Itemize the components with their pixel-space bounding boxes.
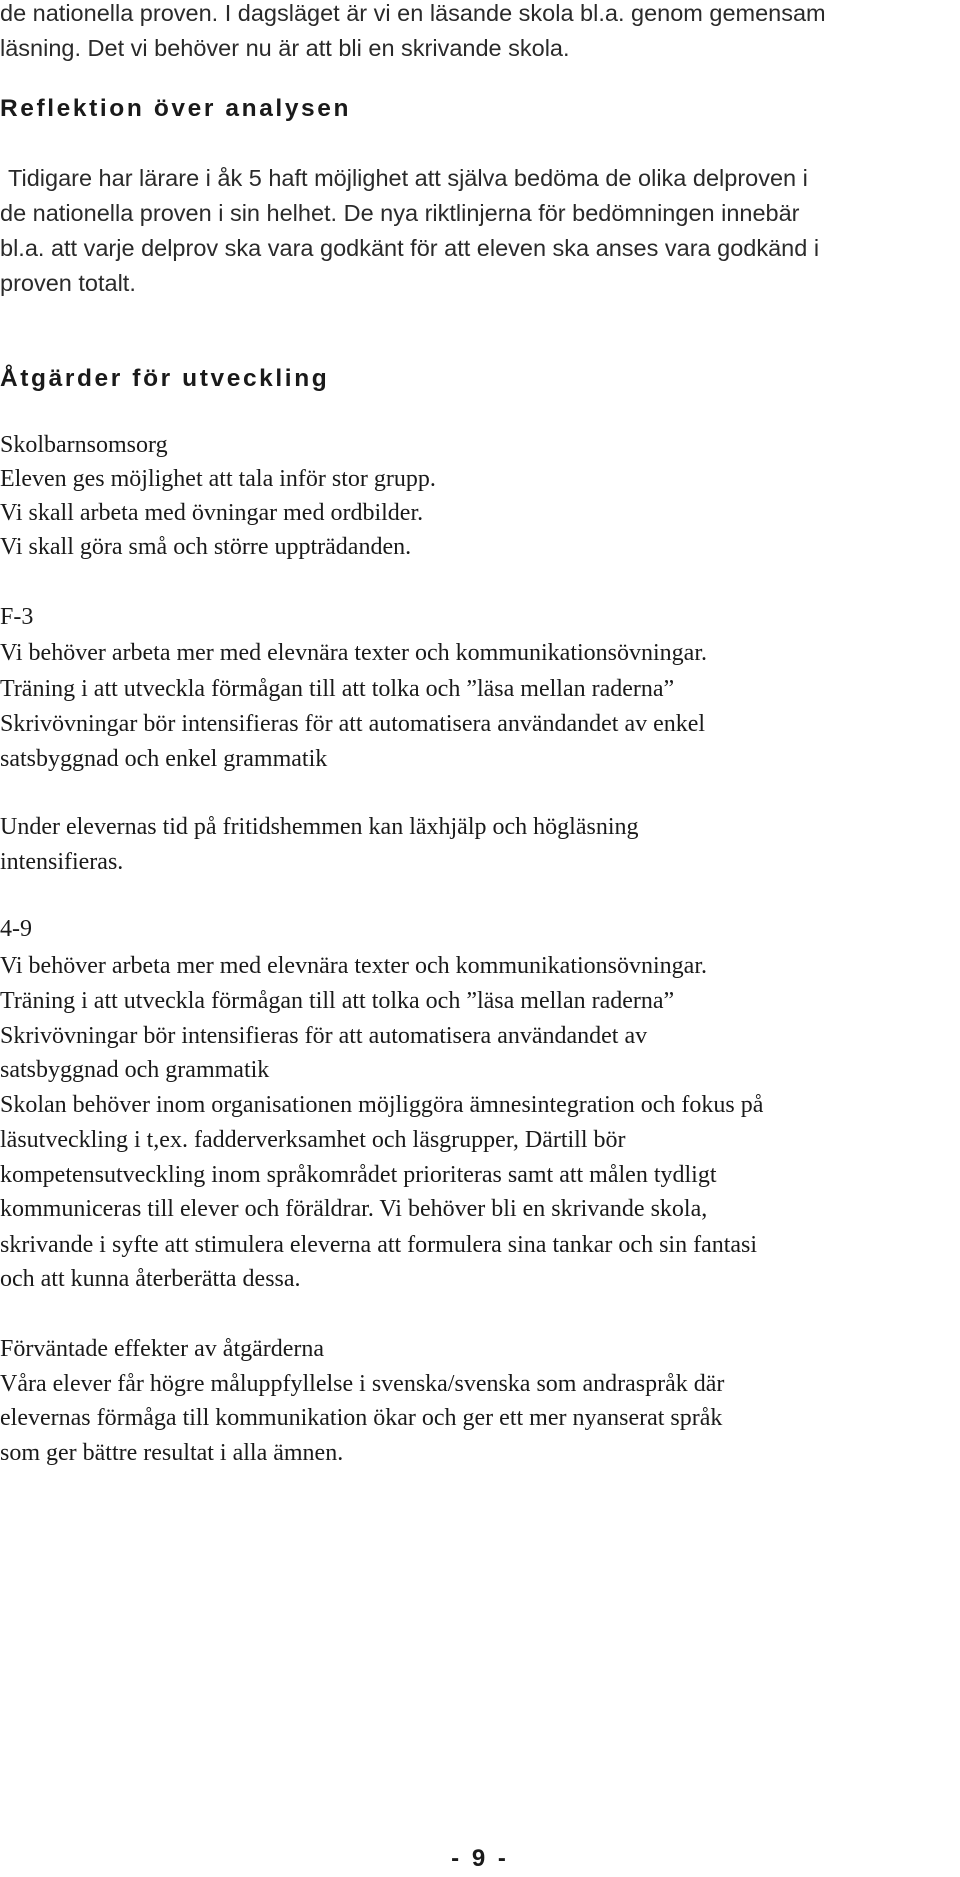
g49-line-6: läsutveckling i t,ex. fadderverksamhet och läsgrupper, Därtill bör: [0, 1127, 626, 1153]
g49-line-3: Skrivövningar bör intensifieras för att automatisera användandet av: [0, 1023, 648, 1049]
f3-line-2: Träning i att utveckla förmågan till att tolka och ”läsa mellan raderna”: [0, 676, 675, 702]
reflection-line-1: Tidigare har lärare i åk 5 haft möjlighet att själva bedöma de olika delproven i: [8, 165, 808, 191]
measures-heading: Åtgärder för utveckling: [0, 365, 330, 392]
f3-line-4: satsbyggnad och enkel grammatik: [0, 746, 328, 772]
reflection-line-2: de nationella proven i sin helhet. De nya riktlinjerna för bedömningen innebär: [0, 200, 800, 226]
school-care-line-3: Vi skall göra små och större uppträdanden.: [0, 534, 412, 560]
g49-line-7: kompetensutveckling inom språkområdet prioriteras samt att målen tydligt: [0, 1162, 717, 1188]
effects-line-1: Våra elever får högre måluppfyllelse i svenska/svenska som andraspråk där: [0, 1371, 725, 1397]
f3-title: F-3: [0, 604, 34, 630]
school-care-line-2: Vi skall arbeta med övningar med ordbilder.: [0, 500, 424, 526]
effects-line-3: som ger bättre resultat i alla ämnen.: [0, 1440, 344, 1466]
f3-line-1: Vi behöver arbeta mer med elevnära texter och kommunikationsövningar.: [0, 640, 707, 666]
f3-line-3: Skrivövningar bör intensifieras för att automatisera användandet av enkel: [0, 711, 706, 737]
page-number: - 9 -: [451, 1845, 509, 1872]
g49-line-2: Träning i att utveckla förmågan till att tolka och ”läsa mellan raderna”: [0, 988, 675, 1014]
effects-title: Förväntade effekter av åtgärderna: [0, 1336, 325, 1362]
g49-line-10: och att kunna återberätta dessa.: [0, 1266, 301, 1292]
g49-line-5: Skolan behöver inom organisationen möjliggöra ämnesintegration och fokus på: [0, 1092, 764, 1118]
reflection-line-3: bl.a. att varje delprov ska vara godkänt för att eleven ska anses vara godkänd i: [0, 235, 820, 261]
f3-extra-line-2: intensifieras.: [0, 849, 124, 875]
f3-extra-line-1: Under elevernas tid på fritidshemmen kan läxhjälp och högläsning: [0, 814, 639, 840]
effects-line-2: elevernas förmåga till kommunikation ökar och ger ett mer nyanserat språk: [0, 1405, 723, 1431]
g49-title: 4-9: [0, 916, 32, 942]
reflection-heading: Reflektion över analysen: [0, 95, 352, 122]
intro-line-2: läsning. Det vi behöver nu är att bli en skrivande skola.: [0, 35, 570, 61]
reflection-line-4: proven totalt.: [0, 270, 136, 296]
school-care-title: Skolbarnsomsorg: [0, 432, 168, 458]
g49-line-9: skrivande i syfte att stimulera eleverna att formulera sina tankar och sin fantasi: [0, 1232, 758, 1258]
g49-line-8: kommuniceras till elever och föräldrar. Vi behöver bli en skrivande skola,: [0, 1196, 708, 1222]
g49-line-1: Vi behöver arbeta mer med elevnära texter och kommunikationsövningar.: [0, 953, 707, 979]
intro-line-1: de nationella proven. I dagsläget är vi en läsande skola bl.a. genom gemensam: [0, 0, 826, 26]
g49-line-4: satsbyggnad och grammatik: [0, 1057, 270, 1083]
school-care-line-1: Eleven ges möjlighet att tala inför stor grupp.: [0, 466, 436, 492]
